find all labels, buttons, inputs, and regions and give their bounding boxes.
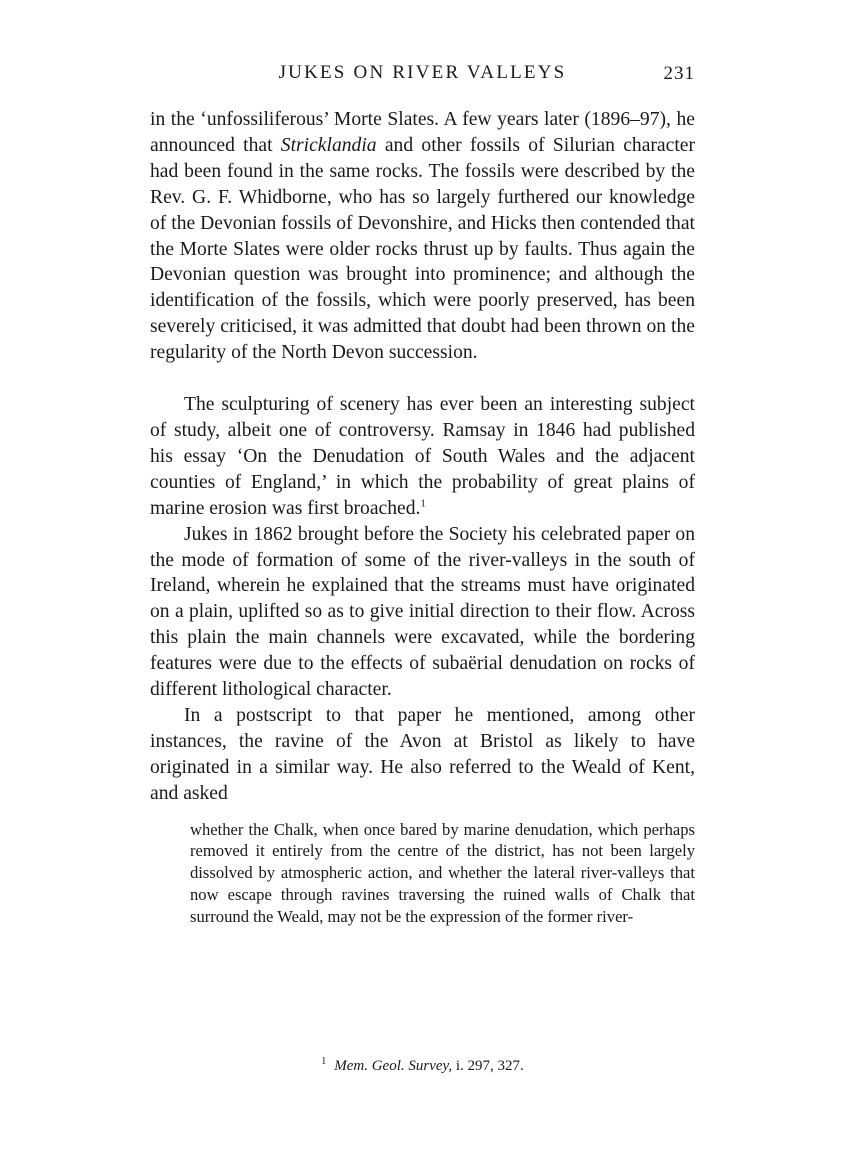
paragraph-sculpturing <box>150 392 695 522</box>
footnote <box>150 1056 695 1075</box>
genus-name: Stricklandia <box>280 134 377 156</box>
paragraph-text: and other fossils of Silurian character had been found in the same rocks. The fossils were described by the Rev. G. F. Whidborne, who has so largely furthered our knowledge of the Devonian fossils of Devonshire, and Hicks then contended that the Morte Slates were older rocks thrust up by faults. Thus again the Devonian question was brought into prominence; and although the identification of the fossils, which were poorly preserved, has been severely criticised, it was admitted that doubt had been thrown on the regularity of the North Devon succession. <box>150 134 695 364</box>
paragraph-text: The sculpturing of scenery has ever been an interesting subject of study, albeit one of controversy. Ramsay in 1846 had published his essay ‘On the Denudation of South Wales and the adjacent counties of England,’ in which the probability of great plains of marine erosion was first broached. <box>150 394 695 519</box>
running-title: JUKES ON RIVER VALLEYS <box>278 62 567 83</box>
footnote-reference: 1 <box>420 497 426 510</box>
page-number: 231 <box>663 63 695 84</box>
paragraph-morte-slates <box>150 107 695 366</box>
paragraph-text: in the ‘unfossiliferous’ Morte Slates. A few years later (1896–97), he announced that <box>150 109 695 156</box>
body-text <box>150 107 695 928</box>
block-quote: whether the Chalk, when once bared by marine denudation, which perhaps removed it entirely from the centre of the district, has not been largely dissolved by atmospheric action, and whether the lateral river-valleys that now escape through ravines traversing the ruined walls of Chalk that surround the Weald, may not be the expression of the former river- <box>190 819 695 927</box>
footnote-source: Mem. Geol. Survey, <box>334 1058 453 1074</box>
paragraph-postscript: In a postscript to that paper he mentioned, among other instances, the ravine of the Avon at Bristol as likely to have originated in a similar way. He also referred to the Weald of Kent, and asked <box>150 704 695 804</box>
paragraph-jukes: Jukes in 1862 brought before the Society his celebrated paper on the mode of formation of some of the river-valleys in the south of Ireland, wherein he explained that the streams must have originated on a plain, uplifted so as to give initial direction to their flow. Across this plain the main channels were excavated, while the bordering features were due to the effects of subaërial denudation on rocks of different lithological character. <box>150 523 695 701</box>
footnote-pages: i. 297, 327. <box>452 1058 524 1074</box>
running-head <box>150 62 695 92</box>
footnote-mark: 1 <box>321 1056 327 1067</box>
